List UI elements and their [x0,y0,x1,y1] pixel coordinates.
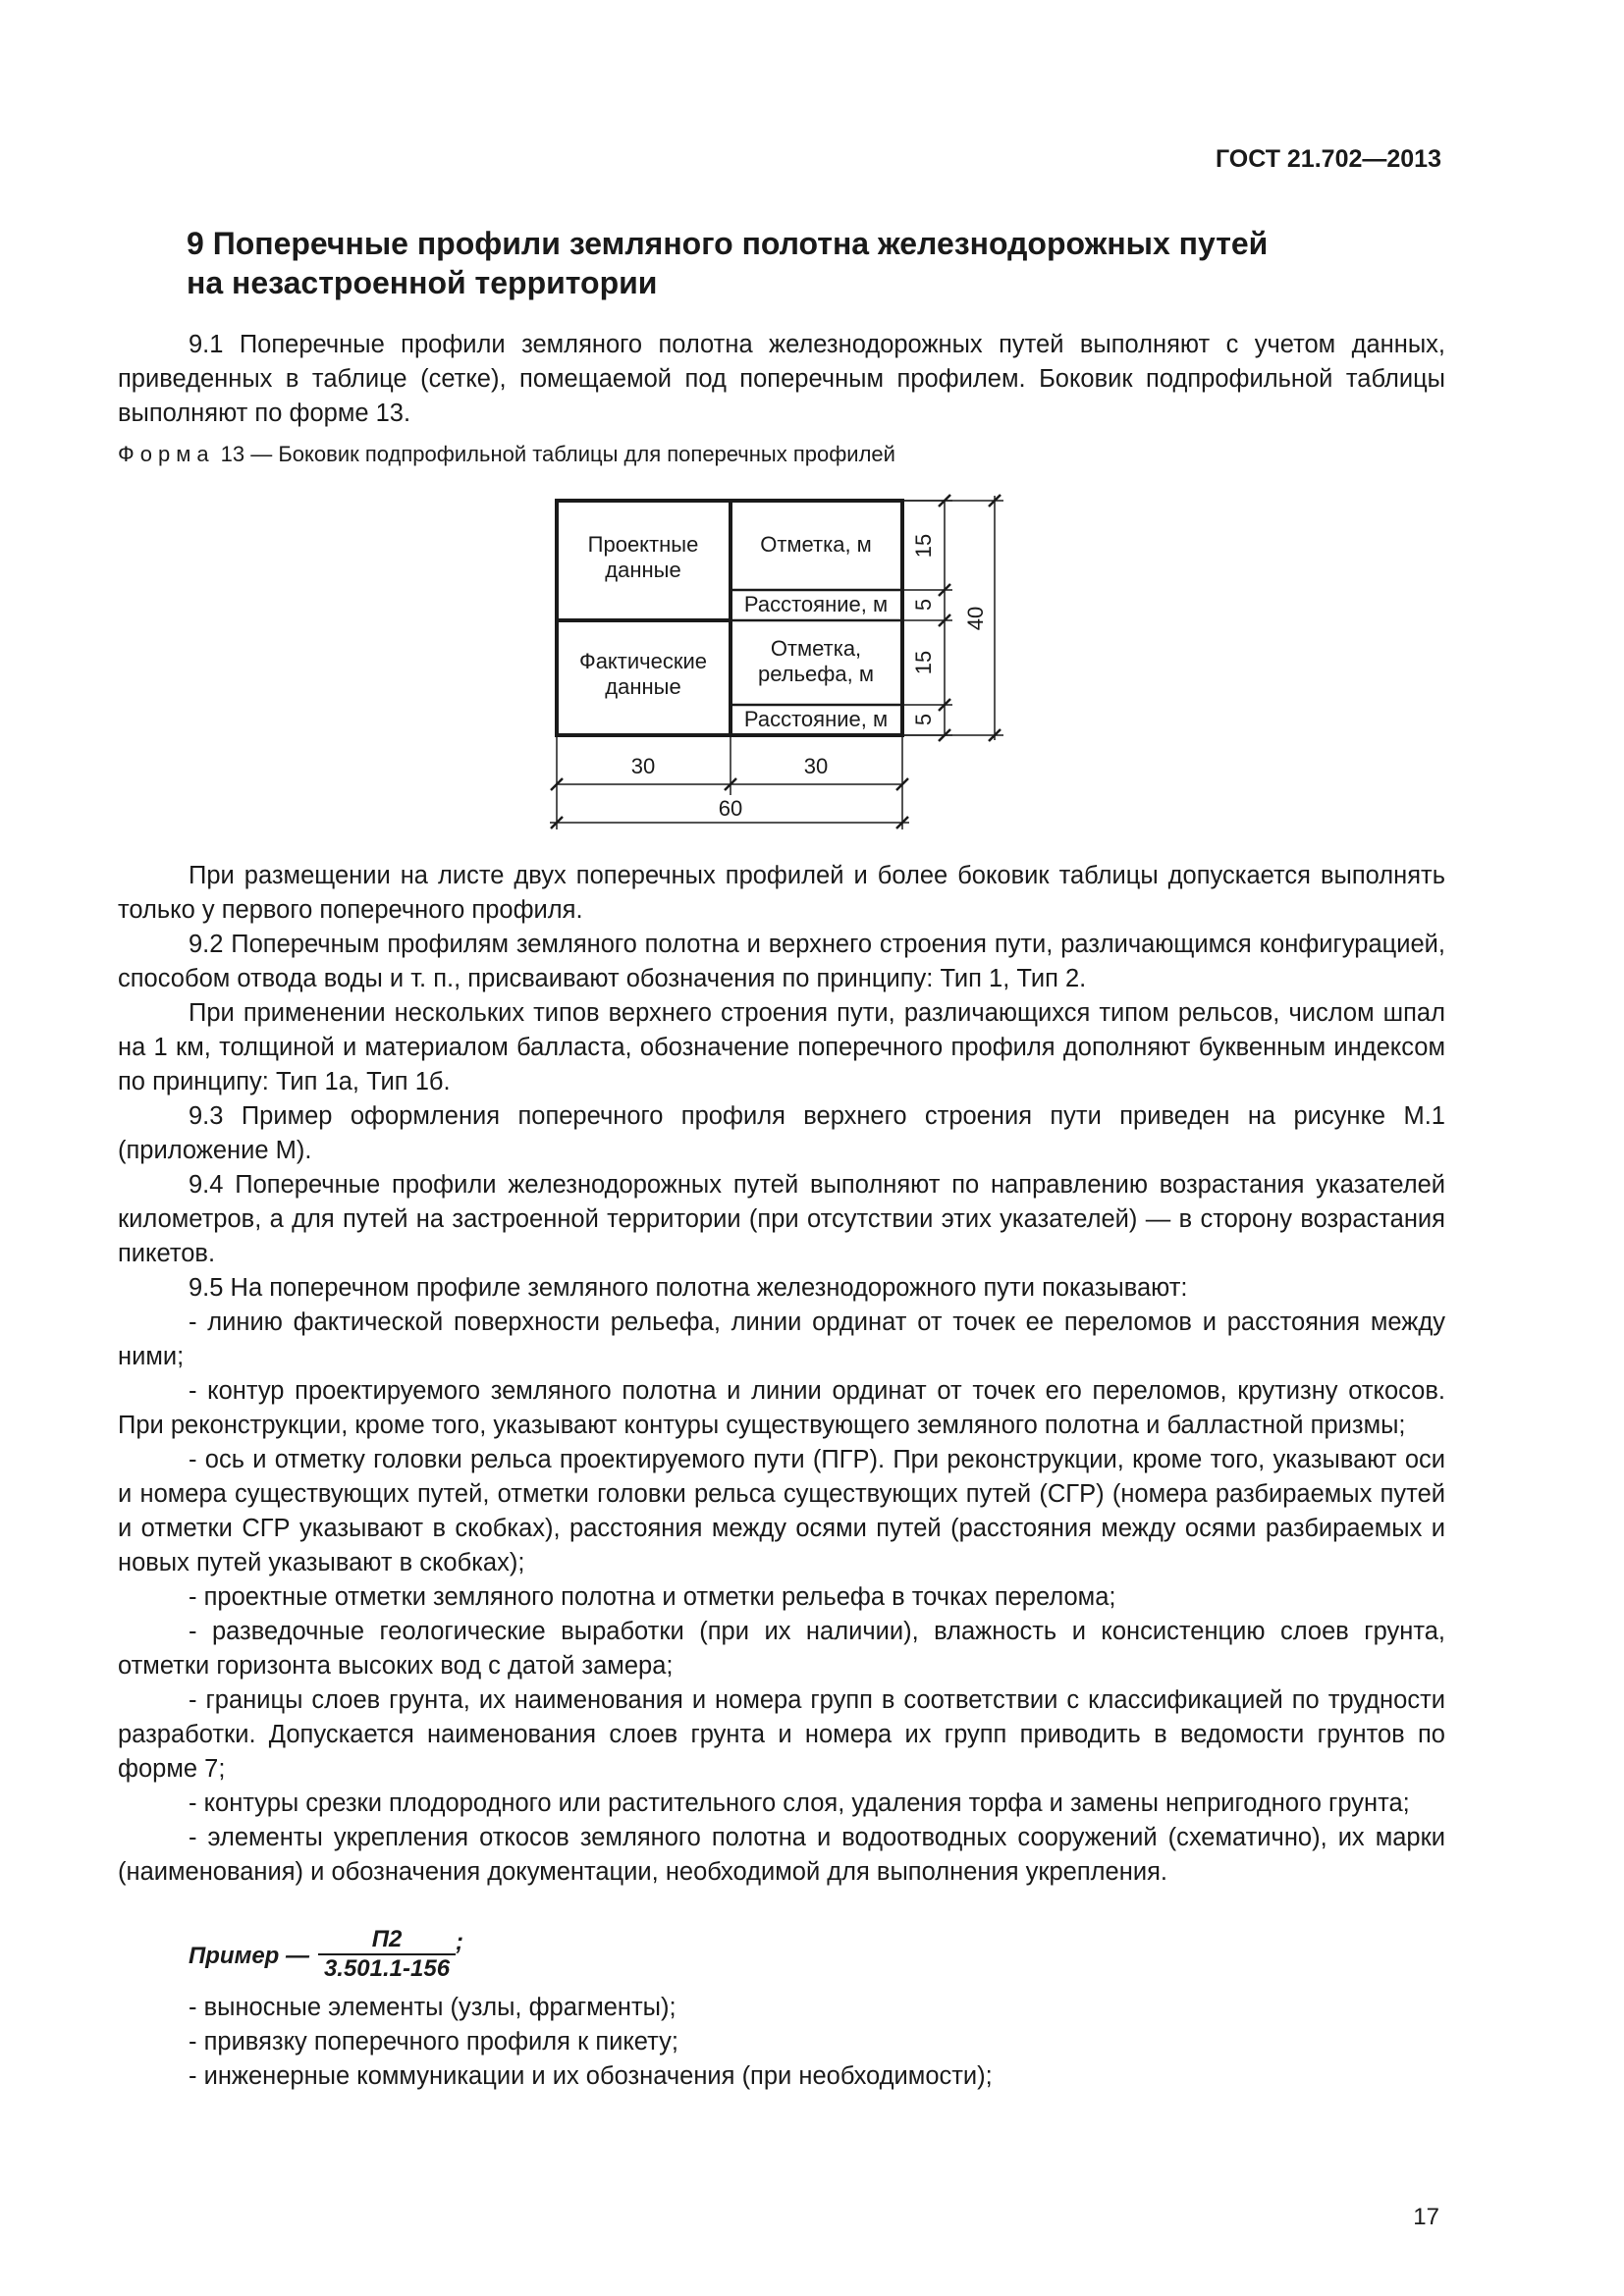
paragraph-9-2: 9.2 Поперечным профилям земляного полотна и верхнего строения пути, различающимся конфигурацией, способом отвода воды и т. п., присваивают обозначения по принципу: Тип 1, Тип 2. [118,931,1445,992]
cell-actual-data-line-1: Фактические [578,649,708,673]
example-label: Пример — [189,1943,310,1969]
dim-total-height: 40 [963,606,988,631]
form-caption-text: 13 — Боковик подпрофильной таблицы для поперечных профилей [214,442,895,466]
list-item: - привязку поперечного профиля к пикету; [189,2028,678,2056]
list-item: - проектные отметки земляного полотна и отметки рельефа в точках перелома; [189,1583,1116,1611]
list-item: - линию фактической поверхности рельефа, линии ординат от точек ее переломов и расстояния между ними; [118,1308,1445,1370]
cell-distance-1: Расстояние, м [743,592,889,616]
cell-distance-2: Расстояние, м [743,707,889,731]
list-item: - контур проектируемого земляного полотна и линии ординат от точек его переломов, крутизну откосов. При реконструкции, кроме того, указывают контуры существующего земляного полотна и балластной призмы; [118,1377,1445,1439]
dim-row-2: 5 [911,598,936,612]
example-suffix: ; [456,1929,463,1955]
paragraph: При применении нескольких типов верхнего строения пути, различающихся типом рельсов, числом шпал на 1 км, толщиной и материалом балласта, обозначение поперечного профиля дополняют буквенным индексом по принципу: Тип 1а, Тип 1б. [118,999,1445,1095]
main-text [118,859,1445,1890]
dim-row-1: 15 [911,533,936,559]
list-item: - границы слоев грунта, их наименования и номера групп в соответствии с классификацией по трудности разработки. Допускается наименования слоев грунта и номера их групп приводить в ведомости грунтов по форме 7; [118,1686,1445,1783]
paragraph-9-5: 9.5 На поперечном профиле земляного полотна железнодорожного пути показывают: [189,1274,1188,1302]
paragraph-9-4: 9.4 Поперечные профили железнодорожных путей выполняют по направлению возрастания указателей километров, а для путей на застроенной территории (при отсутствии этих указателей) — в сторону возрастания пикетов. [118,1171,1445,1267]
dim-row-3: 15 [911,650,936,675]
dim-col-1: 30 [630,754,656,778]
example-numerator: П2 [318,1927,456,1955]
dim-total-width: 60 [718,796,743,821]
cell-design-data-line-2: данные [605,558,681,582]
form-caption-label: Форма [118,442,215,466]
list-item: - разведочные геологические выработки (при их наличии), влажность и консистенцию слоев грунта, отметки горизонта высоких вод с датой замера; [118,1618,1445,1680]
cell-design-data-line-1: Проектные [587,532,699,557]
page-number: 17 [1413,2204,1439,2230]
cell-actual-data-line-2: данные [605,674,681,699]
secondary-list [118,1991,1445,2094]
paragraph-9-1: 9.1 Поперечные профили земляного полотна железнодорожных путей выполняют с учетом данных, приведенных в таблице (сетке), помещаемой под поперечным профилем. Боковик подпрофильной таблицы выполняют по форме 13. [118,331,1445,427]
list-item: - выносные элементы (узлы, фрагменты); [189,1994,677,2021]
list-item: - элементы укрепления откосов земляного полотна и водоотводных сооружений (схематично), их марки (наименования) и обозначения документации, необходимой для выполнения укрепления. [118,1824,1445,1886]
dim-col-2: 30 [803,754,829,778]
document-code: ГОСТ 21.702—2013 [1215,145,1441,173]
example-denominator: 3.501.1-156 [323,1955,451,1982]
cell-relief-elevation-line-1: Отметка, [770,636,862,661]
paragraph: При размещении на листе двух поперечных профилей и более боковик таблицы допускается выполнять только у первого поперечного профиля. [118,862,1445,924]
list-item: - контуры срезки плодородного или растительного слоя, удаления торфа и замены непригодного грунта; [189,1789,1410,1817]
example-fraction [318,1927,456,1983]
list-item: - ось и отметку головки рельса проектируемого пути (ПГР). При реконструкции, кроме того, указывают оси и номера существующих путей, отметки головки рельса существующих путей (СГР) (номера разбираемых путей и отметки СГР указывают в скобках), расстояния между осями путей (расстояния между осями разбираемых и новых путей указывают в скобках); [118,1446,1445,1576]
paragraph-9-3: 9.3 Пример оформления поперечного профиля верхнего строения пути приведен на рисунке М.1 (приложение М). [118,1102,1445,1164]
list-item: - инженерные коммуникации и их обозначения (при необходимости); [189,2062,993,2090]
form-13-table-diagram [0,0,1624,883]
cell-elevation: Отметка, м [760,532,872,557]
section-title-line-2: на незастроенной территории [187,265,658,300]
dim-row-4: 5 [911,713,936,726]
cell-relief-elevation-line-2: рельефа, м [758,662,874,686]
section-title-line-1: 9 Поперечные профили земляного полотна железнодорожных путей [187,226,1269,261]
